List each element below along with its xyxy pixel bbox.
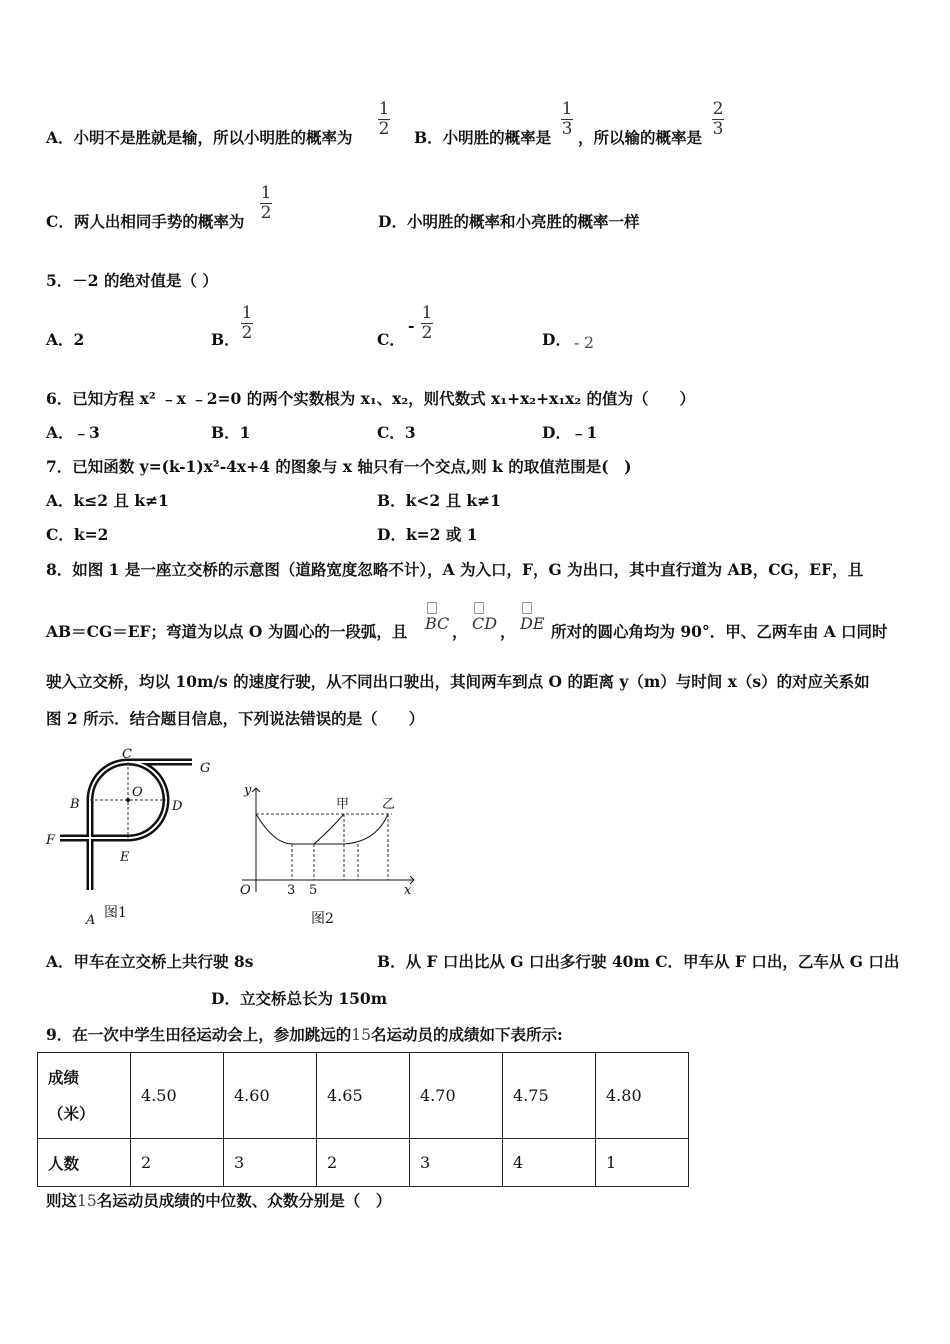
q8-option-a: A．甲车在立交桥上共行驶 8s	[46, 952, 254, 971]
q9-question	[46, 1191, 391, 1211]
q5-option-d: D．	[542, 330, 571, 349]
table-cell: 4.70	[410, 1053, 503, 1139]
label-e: E	[120, 850, 130, 865]
curve-jia	[256, 814, 344, 844]
q5-option-d-value: - 2	[574, 334, 595, 352]
q8-stem-line1: 8．如图 1 是一座立交桥的示意图（道路宽度忽略不计），A 为入口，F，G 为出口，其中直行道为 AB，CG，EF，且	[46, 560, 864, 579]
q4-option-c: C．两人出相同手势的概率为	[46, 212, 245, 231]
label-f: F	[46, 833, 56, 848]
q8-option-d: D．立交桥总长为 150m	[211, 989, 388, 1008]
q6-option-c: C．3	[377, 423, 416, 442]
table-cell: 4.50	[131, 1053, 224, 1139]
q5-option-c: C．	[377, 330, 405, 349]
q5-stem: 5．－2 的绝对值是（ ）	[46, 271, 218, 290]
q5-option-c-sign: -	[408, 316, 415, 335]
table-cell: 2	[317, 1139, 410, 1187]
q5-option-a: A．2	[46, 330, 85, 349]
denominator: 3	[561, 119, 573, 139]
denominator: 2	[241, 323, 253, 343]
separator: ，	[452, 622, 468, 641]
label-g: G	[200, 761, 211, 776]
label-b: B	[70, 797, 80, 812]
q8-stem-line3: 驶入立交桥，均以 10m/s 的速度行驶，从不同出口驶出，其间两车到点 O 的距离 y（m）与时间 x（s）的对应关系如	[46, 672, 870, 691]
q8-stem-line2a: AB＝CG＝EF；弯道为以点 O 为圆心的一段弧，且	[46, 622, 408, 641]
numerator: 1	[260, 183, 272, 203]
arc-mark	[522, 602, 532, 614]
arc-de-label: DE	[520, 614, 545, 633]
figure-2-caption: 图2	[311, 911, 334, 927]
q6-option-b: B．1	[211, 423, 251, 442]
table-cell: 4.60	[224, 1053, 317, 1139]
q4-option-a: A．小明不是胜就是输，所以小明胜的概率为	[46, 128, 353, 147]
label-d: D	[172, 799, 183, 814]
table-header-cell: 人数	[38, 1139, 131, 1187]
arc-mark	[474, 602, 484, 614]
q8-stem-line4: 图 2 所示．结合题目信息，下列说法错误的是（ ）	[46, 709, 425, 728]
table-row	[38, 1139, 689, 1187]
q9-question-a: 则这	[46, 1191, 78, 1210]
table-cell: 3	[224, 1139, 317, 1187]
arc-bc	[425, 614, 449, 633]
y-label: y	[244, 783, 252, 798]
q7-option-a: A．k≤2 且 k≠1	[46, 491, 169, 510]
numerator: 1	[561, 99, 573, 119]
q9-question-number: 15	[77, 1192, 97, 1210]
separator: ，	[500, 622, 516, 641]
q8-stem-line2b: 所对的圆心角均为 90°．甲、乙两车由 A 口同时	[551, 622, 888, 641]
q4-option-d: D．小明胜的概率和小亮胜的概率一样	[378, 212, 640, 231]
q7-stem: 7．已知函数 y=(k-1)x²-4x+4 的图象与 x 轴只有一个交点,则 k 的取值范围是( )	[46, 457, 632, 476]
q4-option-c-fraction	[260, 184, 272, 223]
table-cell: 4.80	[596, 1053, 689, 1139]
denominator: 2	[378, 119, 390, 139]
q7-option-c: C．k=2	[46, 525, 109, 544]
score-table	[37, 1052, 689, 1187]
arc-bc-label: BC	[425, 614, 450, 633]
label-a: A	[86, 913, 96, 928]
arc-de	[520, 614, 545, 633]
q5-option-c-fraction	[421, 304, 433, 343]
label-jia: 甲	[336, 797, 350, 812]
table-cell: 4.75	[503, 1053, 596, 1139]
figure-1-caption: 图1	[104, 905, 127, 921]
q7-option-b: B．k<2 且 k≠1	[377, 491, 501, 510]
figure-2-graph	[232, 780, 422, 900]
q4-option-b-fraction	[561, 100, 573, 139]
tick-5: 5	[309, 883, 318, 898]
q5-option-b: B．	[211, 330, 240, 349]
q4-option-b-cont: ，所以输的概率是	[578, 128, 703, 147]
q9-stem	[46, 1025, 563, 1045]
x-label: x	[404, 883, 412, 898]
table-header-cell	[38, 1053, 131, 1139]
figure-1-interchange	[40, 744, 230, 929]
table-cell: 3	[410, 1139, 503, 1187]
q9-stem-a: 9．在一次中学生田径运动会上，参加跳远的	[46, 1025, 352, 1044]
q9-stem-number: 15	[351, 1026, 372, 1044]
q6-option-d: D．﹣1	[542, 423, 598, 442]
denominator: 2	[260, 203, 272, 223]
table-row	[38, 1053, 689, 1139]
table-cell: 4.65	[317, 1053, 410, 1139]
numerator: 1	[421, 303, 433, 323]
table-cell: 4	[503, 1139, 596, 1187]
q4-option-b: B．小明胜的概率是	[414, 128, 552, 147]
q7-option-d: D．k=2 或 1	[377, 525, 478, 544]
q8-option-b-c: B．从 F 口出比从 G 口出多行驶 40m C．甲车从 F 口出，乙车从 G 口出	[377, 952, 900, 971]
label-o: O	[132, 785, 143, 800]
center-point	[126, 798, 130, 802]
q5-option-b-fraction	[241, 304, 253, 343]
q6-option-a: A．﹣3	[46, 423, 100, 442]
label-yi: 乙	[382, 797, 396, 812]
numerator: 1	[241, 303, 253, 323]
q4-option-a-fraction	[378, 100, 390, 139]
header-unit: （米）	[48, 1103, 95, 1123]
arc-cd-label: CD	[472, 614, 498, 633]
label-c: C	[122, 747, 132, 762]
table-cell: 2	[131, 1139, 224, 1187]
denominator: 3	[712, 119, 724, 139]
arc-cd	[472, 614, 497, 633]
denominator: 2	[421, 323, 433, 343]
road-ab-c-g	[90, 762, 192, 890]
q6-stem: 6．已知方程 x² ﹣x ﹣2=0 的两个实数根为 x₁、x₂，则代数式 x₁+x₂+x₁x₂ 的值为（ ）	[46, 389, 696, 408]
numerator: 2	[712, 99, 724, 119]
table-cell: 1	[596, 1139, 689, 1187]
curve-yi	[314, 814, 388, 844]
tick-3: 3	[287, 883, 296, 898]
header-score: 成绩	[48, 1067, 80, 1087]
q9-stem-b: 名运动员的成绩如下表所示:	[371, 1025, 563, 1044]
q9-question-b: 名运动员成绩的中位数、众数分别是（ ）	[96, 1191, 392, 1210]
q4-option-b2-fraction	[712, 100, 724, 139]
numerator: 1	[378, 99, 390, 119]
arc-mark	[427, 602, 437, 614]
origin-label: O	[240, 883, 251, 898]
